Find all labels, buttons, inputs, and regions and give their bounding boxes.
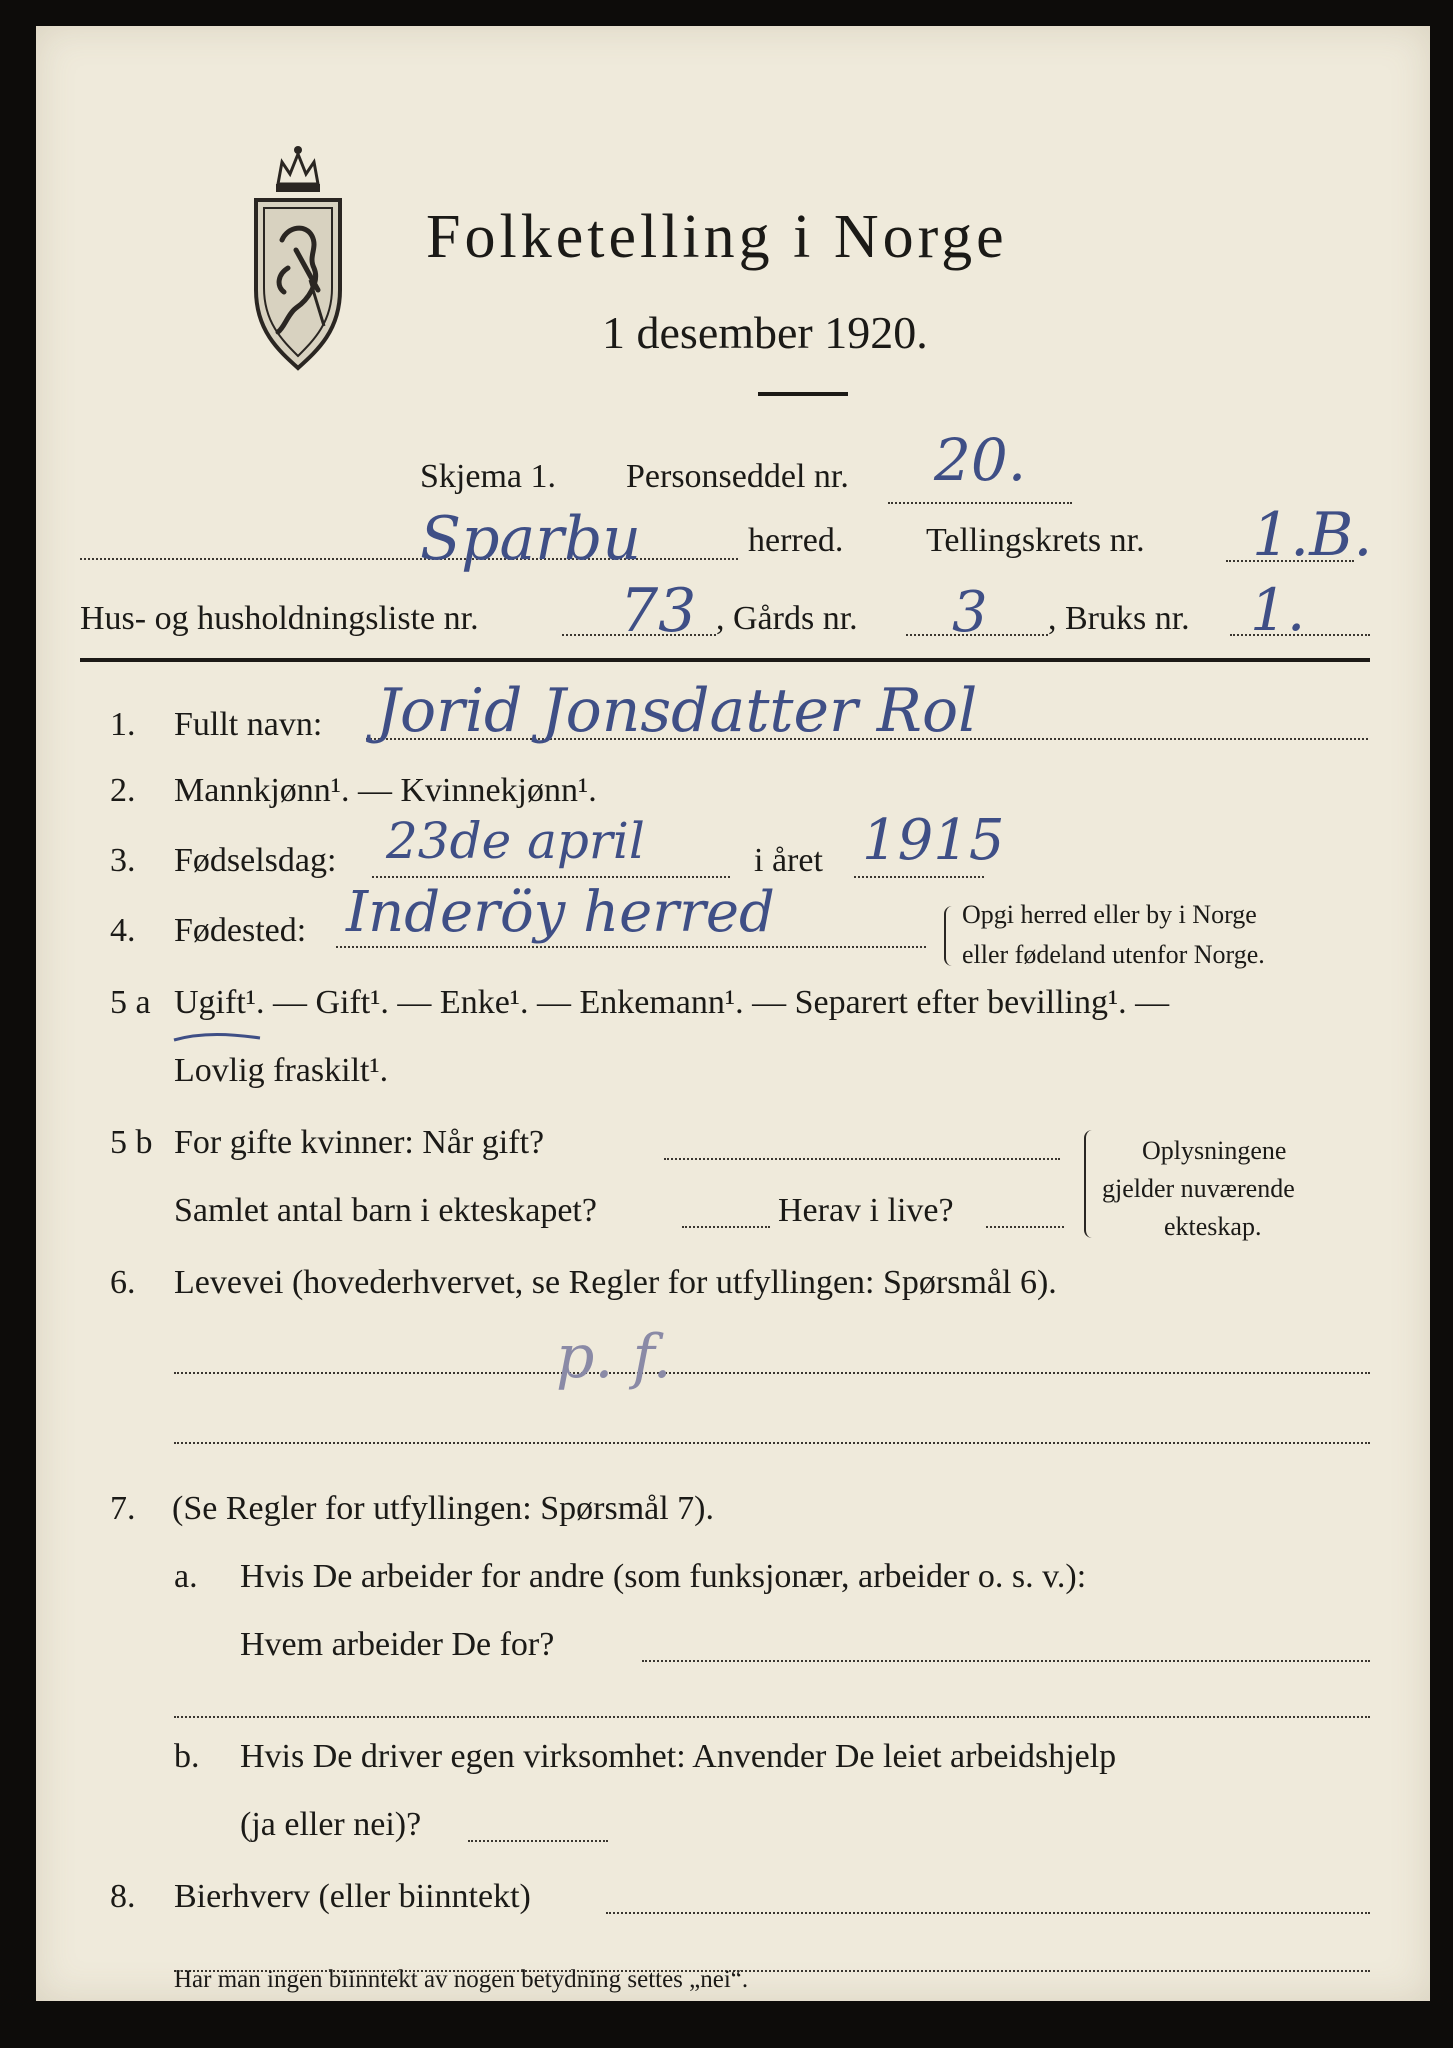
q7a-label: Hvis De arbeider for andre (som funksjonær, arbeider o. s. v.): [240, 1558, 1087, 1595]
q8-line-1 [606, 1912, 1370, 1914]
personseddel-label: Personseddel nr. [626, 458, 849, 495]
q5b-label: For gifte kvinner: Når gift? [174, 1124, 545, 1161]
q7a-letter: a. [174, 1558, 198, 1595]
q3-date-line [372, 876, 730, 878]
tellingskrets-value[interactable]: 1.B. [1252, 500, 1373, 570]
q4-note-line-2: eller fødeland utenfor Norge. [962, 940, 1265, 969]
q4-note-line-1: Opgi herred eller by i Norge [962, 900, 1257, 929]
q7b-letter: b. [174, 1738, 200, 1775]
q5b-children-line [682, 1226, 770, 1228]
q7b-question: (ja eller nei)? [240, 1806, 422, 1843]
q5b-alive-label: Herav i live? [778, 1192, 954, 1229]
census-form-page [36, 26, 1430, 2001]
q6-line-2 [174, 1442, 1370, 1444]
q7a-question: Hvem arbeider De for? [240, 1626, 555, 1663]
birthday-value[interactable]: 23de april [386, 812, 645, 870]
q5b-brace [1084, 1130, 1094, 1238]
q5b-children-label: Samlet antal barn i ekteskapet? [174, 1192, 597, 1229]
gards-value[interactable]: 3 [952, 580, 988, 645]
q4-brace [944, 906, 954, 966]
title-divider [758, 392, 848, 396]
ugift-underline-mark [172, 1030, 262, 1044]
birthplace-value[interactable]: Inderöy herred [346, 880, 775, 945]
footnote: Har man ingen biinntekt av nogen betydning settes „nei“. [174, 1966, 749, 1993]
norwegian-coat-of-arms-icon [248, 140, 348, 380]
q5b-note-line-3: ekteskap. [1164, 1212, 1262, 1241]
herred-label: herred. [748, 522, 844, 559]
bruks-value[interactable]: 1. [1250, 576, 1306, 644]
form-title: Folketelling i Norge [426, 203, 1008, 271]
full-name-value[interactable]: Jorid Jonsdatter Rol [376, 676, 978, 746]
schema-label: Skjema 1. [420, 458, 556, 495]
hus-label: Hus- og husholdningsliste nr. [80, 600, 479, 637]
q3-label: Fødselsdag: [174, 842, 337, 879]
header-rule [80, 658, 1370, 662]
q8-number: 8. [110, 1878, 136, 1915]
q7b-line [468, 1840, 608, 1842]
q7a-line-2 [174, 1716, 1370, 1718]
personseddel-value[interactable]: 20. [934, 426, 1027, 494]
q5b-note-line-1: Oplysningene [1142, 1136, 1287, 1165]
gards-label: , Gårds nr. [716, 600, 858, 637]
q5a-divorced-option: Lovlig fraskilt¹. [174, 1052, 389, 1089]
q5a-number: 5 a [110, 984, 151, 1021]
q6-number: 6. [110, 1264, 136, 1301]
birth-year-value[interactable]: 1915 [862, 808, 1005, 873]
q3-number: 3. [110, 842, 136, 879]
bruks-label: , Bruks nr. [1048, 600, 1190, 637]
q1-number: 1. [110, 706, 136, 743]
form-date: 1 desember 1920. [602, 307, 928, 358]
q5b-number: 5 b [110, 1124, 153, 1161]
q5b-alive-line [986, 1226, 1064, 1228]
occupation-value[interactable]: p. f. [556, 1322, 672, 1392]
q4-line [336, 946, 926, 948]
herred-value[interactable]: Sparbu [420, 504, 642, 574]
q2-number: 2. [110, 772, 136, 809]
q7b-label: Hvis De driver egen virksomhet: Anvender De leiet arbeidshjelp [240, 1738, 1117, 1775]
q5b-married-line [664, 1158, 1060, 1160]
q8-label: Bierhverv (eller biinntekt) [174, 1878, 531, 1915]
q3-year-line [854, 876, 984, 878]
q7a-line-1 [642, 1660, 1370, 1662]
hus-value[interactable]: 73 [620, 576, 697, 646]
q5a-marital-options: Ugift¹. — Gift¹. — Enke¹. — Enkemann¹. — Separert efter bevilling¹. — [174, 984, 1170, 1021]
q7-label: (Se Regler for utfyllingen: Spørsmål 7). [172, 1490, 715, 1527]
personseddel-line [888, 502, 1072, 504]
q6-line-1 [174, 1372, 1370, 1374]
q7-number: 7. [110, 1490, 136, 1527]
q1-label: Fullt navn: [174, 706, 323, 743]
q2-sex-options: Mannkjønn¹. — Kvinnekjønn¹. [174, 772, 597, 809]
q4-label: Fødested: [174, 912, 307, 949]
tellingskrets-label: Tellingskrets nr. [926, 522, 1145, 559]
q3-year-label: i året [754, 842, 823, 879]
q6-label: Levevei (hovederhvervet, se Regler for utfyllingen: Spørsmål 6). [174, 1264, 1057, 1301]
q4-number: 4. [110, 912, 136, 949]
q5b-note-line-2: gjelder nuværende [1102, 1174, 1295, 1203]
